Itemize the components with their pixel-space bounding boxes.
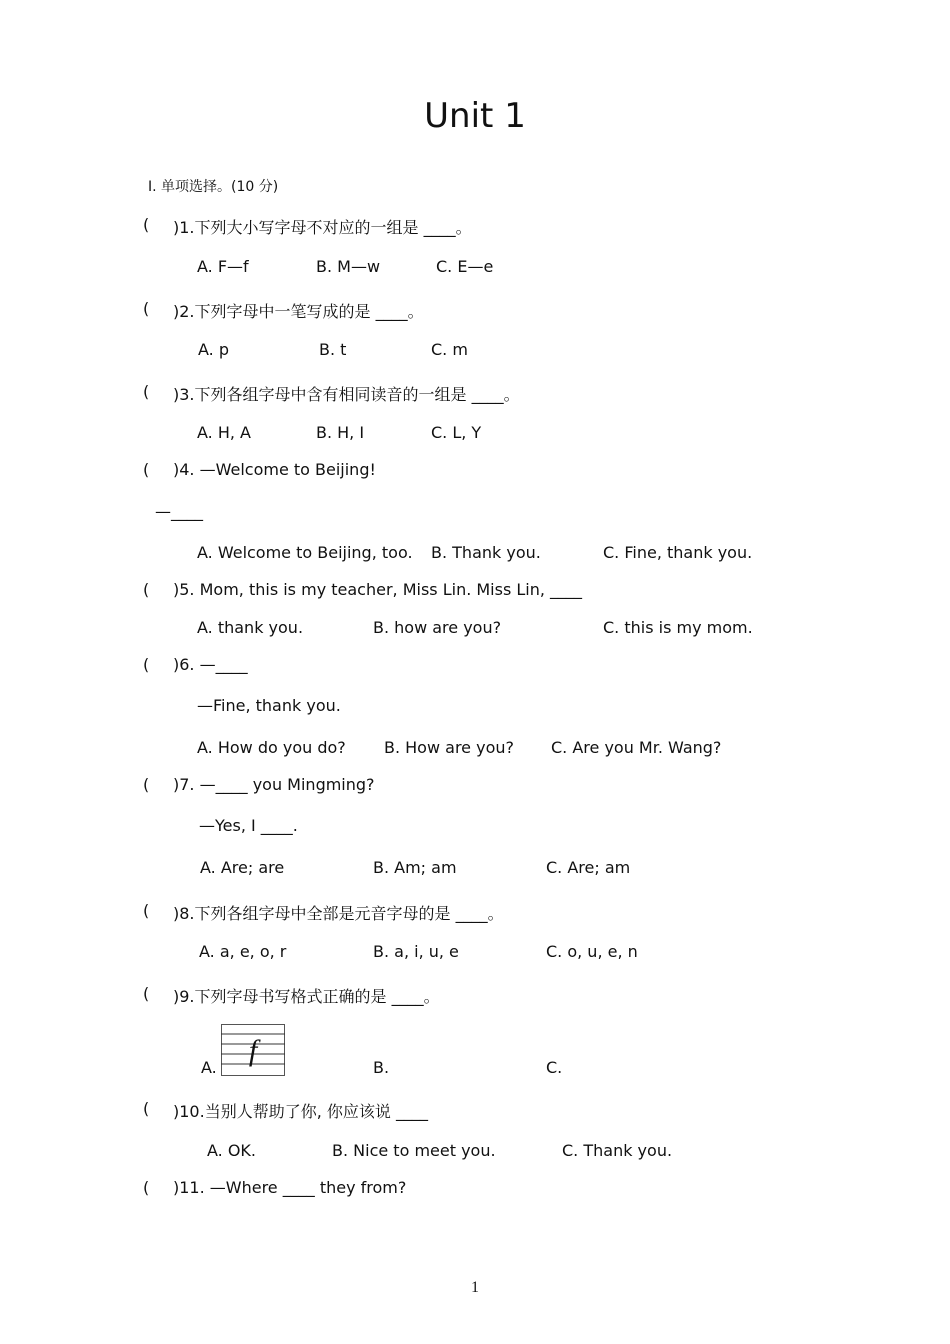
question-text: —Where ____ they from? (204, 1178, 407, 1197)
answer-paren: ( (143, 382, 150, 401)
option-b: B. H, I (316, 423, 365, 442)
option-a: A. (201, 1058, 217, 1077)
option-b: B. a, i, u, e (373, 942, 459, 961)
option-a: A. OK. (207, 1141, 257, 1160)
question-text: 下列大小写字母不对应的一组是 ____。 (194, 218, 472, 237)
option-c: C. (546, 1058, 563, 1077)
option-a: A. Are; are (200, 858, 285, 877)
question-4 (173, 460, 376, 479)
answer-line: —Fine, thank you. (197, 696, 341, 715)
question-number: )5. (173, 580, 195, 599)
question-text: 当别人帮助了你, 你应该说 ____ (204, 1102, 428, 1121)
answer-paren: ( (143, 215, 150, 234)
option-b: B. Nice to meet you. (332, 1141, 496, 1160)
option-a: A. How do you do? (197, 738, 346, 757)
option-a: A. Welcome to Beijing, too. (197, 543, 413, 562)
option-b: B. How are you? (384, 738, 514, 757)
question-text: Mom, this is my teacher, Miss Lin. Miss Lin, ____ (194, 580, 583, 599)
question-number: )9. (173, 987, 195, 1006)
page-title: Unit 1 (424, 96, 526, 136)
question-10 (173, 1099, 428, 1122)
question-number: )3. (173, 385, 195, 404)
question-number: )11. (173, 1178, 205, 1197)
answer-paren: ( (143, 655, 150, 674)
question-number: )7. (173, 775, 195, 794)
answer-paren: ( (143, 1099, 150, 1118)
answer-paren: ( (143, 775, 150, 794)
option-a: A. a, e, o, r (199, 942, 287, 961)
option-b: B. t (319, 340, 347, 359)
question-number: )10. (173, 1102, 205, 1121)
question-number: )2. (173, 302, 195, 321)
option-b: B. M—w (316, 257, 381, 276)
option-b: B. (373, 1058, 390, 1077)
question-3 (173, 382, 520, 405)
question-6 (173, 655, 248, 674)
question-1 (173, 215, 472, 238)
question-text: 下列字母中一笔写成的是 ____。 (194, 302, 424, 321)
question-text: —____ (194, 655, 248, 674)
question-text: —____ you Mingming? (194, 775, 375, 794)
option-c: C. o, u, e, n (546, 942, 638, 961)
option-c: C. E—e (436, 257, 494, 276)
answer-paren: ( (143, 299, 150, 318)
option-c: C. Thank you. (562, 1141, 673, 1160)
option-c: C. m (431, 340, 468, 359)
option-b: B. Thank you. (431, 543, 541, 562)
option-a: A. p (198, 340, 229, 359)
question-9 (173, 984, 440, 1007)
question-5 (173, 580, 582, 599)
question-text: —Welcome to Beijing! (194, 460, 376, 479)
question-2 (173, 299, 424, 322)
option-b: B. Am; am (373, 858, 457, 877)
question-number: )6. (173, 655, 195, 674)
answer-paren: ( (143, 901, 150, 920)
letter-f-four-line-image (221, 1024, 285, 1076)
letter-f: f (248, 1034, 258, 1067)
question-number: )8. (173, 904, 195, 923)
option-a: A. thank you. (197, 618, 304, 637)
option-c: C. Are; am (546, 858, 631, 877)
question-number: )1. (173, 218, 195, 237)
page-number: 1 (471, 1279, 479, 1296)
question-8 (173, 901, 504, 924)
option-c: C. Fine, thank you. (603, 543, 753, 562)
question-text: 下列各组字母中含有相同读音的一组是 ____。 (194, 385, 520, 404)
option-c: C. this is my mom. (603, 618, 753, 637)
question-11 (173, 1178, 406, 1197)
question-number: )4. (173, 460, 195, 479)
answer-line: —Yes, I ____. (199, 816, 298, 835)
answer-paren: ( (143, 580, 150, 599)
option-a: A. F—f (197, 257, 249, 276)
question-text: 下列各组字母中全部是元音字母的是 ____。 (194, 904, 504, 923)
answer-paren: ( (143, 1178, 150, 1197)
option-c: C. L, Y (431, 423, 482, 442)
answer-paren: ( (143, 460, 150, 479)
question-7 (173, 775, 375, 794)
section-heading: Ⅰ. 单项选择。(10 分) (148, 179, 279, 195)
option-b: B. how are you? (373, 618, 502, 637)
option-a: A. H, A (197, 423, 251, 442)
answer-line: —____ (155, 502, 203, 521)
option-c: C. Are you Mr. Wang? (551, 738, 722, 757)
answer-paren: ( (143, 984, 150, 1003)
question-text: 下列字母书写格式正确的是 ____。 (194, 987, 440, 1006)
